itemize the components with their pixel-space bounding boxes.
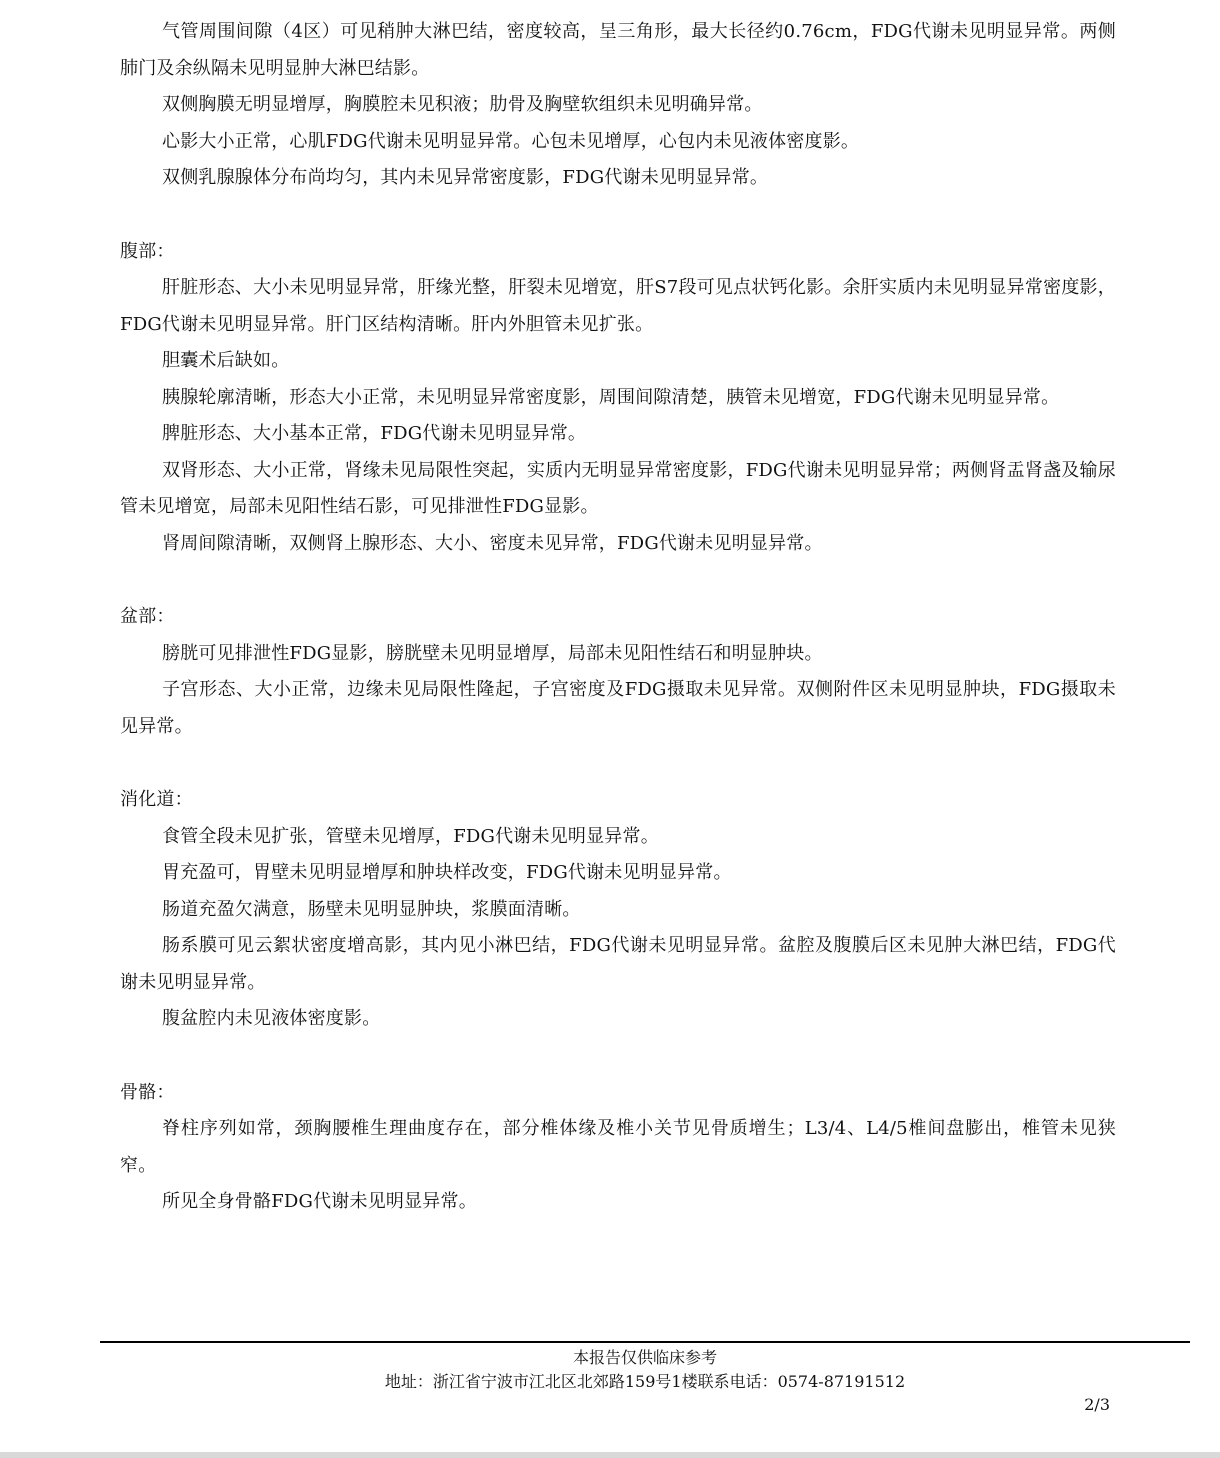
paragraph: 膀胱可见排泄性FDG显影，膀胱壁未见明显增厚，局部未见阳性结石和明显肿块。 [162,642,823,664]
paragraph: 脊柱序列如常，颈胸腰椎生理曲度存在，部分椎体缘及椎小关节见骨质增生；L3/4、L4/5椎间盘膨出，椎管未见狭窄。 [120,1118,1116,1176]
section-skeleton [120,1075,1116,1221]
paragraph: 食管全段未见扩张，管壁未见增厚，FDG代谢未见明显异常。 [162,825,659,847]
paragraph: 腹盆腔内未见液体密度影。 [162,1008,381,1029]
paragraph: 所见全身骨骼FDG代谢未见明显异常。 [162,1191,477,1212]
section-heading: 骨骼： [120,1081,175,1103]
report-body [120,14,1116,1221]
paragraph: 肠道充盈欠满意，肠壁未见明显肿块，浆膜面清晰。 [162,898,581,920]
paragraph: 子宫形态、大小正常，边缘未见局限性隆起，子宫密度及FDG摄取未见异常。双侧附件区未见明显肿块，FDG摄取未见异常。 [120,679,1116,737]
paragraph: 气管周围间隙（4区）可见稍肿大淋巴结，密度较高，呈三角形，最大长径约0.76cm，FDG代谢未见明显异常。两侧肺门及余纵隔未见明显肿大淋巴结影。 [120,21,1116,79]
section-pelvis [120,599,1116,745]
section-abdomen [120,234,1116,563]
paragraph: 胰腺轮廓清晰，形态大小正常，未见明显异常密度影，周围间隙清楚，胰管未见增宽，FDG代谢未见明显异常。 [162,386,1060,408]
paragraph: 脾脏形态、大小基本正常，FDG代谢未见明显异常。 [162,423,587,444]
paragraph: 双肾形态、大小正常，肾缘未见局限性突起，实质内无明显异常密度影，FDG代谢未见明显异常；两侧肾盂肾盏及输尿管未见增宽，局部未见阳性结石影，可见排泄性FDG显影。 [120,459,1116,517]
footer-divider [100,1341,1190,1343]
paragraph: 肾周间隙清晰，双侧肾上腺形态、大小、密度未见异常，FDG代谢未见明显异常。 [162,532,823,554]
page-bottom-edge [0,1452,1220,1458]
paragraph: 肝脏形态、大小未见明显异常，肝缘光整，肝裂未见增宽，肝S7段可见点状钙化影。余肝实质内未见明显异常密度影，FDG代谢未见明显异常。肝门区结构清晰。肝内外胆管未见扩张。 [120,277,1116,335]
paragraph: 双侧胸膜无明显增厚，胸膜腔未见积液；肋骨及胸壁软组织未见明确异常。 [162,94,763,115]
section-heading: 消化道： [120,789,193,810]
section-heading: 盆部： [120,606,175,627]
paragraph: 双侧乳腺腺体分布尚均匀，其内未见异常密度影，FDG代谢未见明显异常。 [162,167,769,188]
section-thorax [120,14,1116,197]
paragraph: 胆囊术后缺如。 [162,350,290,371]
paragraph: 肠系膜可见云絮状密度增高影，其内见小淋巴结，FDG代谢未见明显异常。盆腔及腹膜后区未见肿大淋巴结，FDG代谢未见明显异常。 [120,935,1116,993]
page-number: 2/3 [1084,1395,1110,1414]
section-heading: 腹部： [120,240,175,262]
footer-disclaimer: 本报告仅供临床参考 [572,1348,717,1367]
paragraph: 胃充盈可，胃壁未见明显增厚和肿块样改变，FDG代谢未见明显异常。 [162,862,732,883]
paragraph: 心影大小正常，心肌FDG代谢未见明显异常。心包未见增厚，心包内未见液体密度影。 [162,130,860,152]
footer-address: 地址：浙江省宁波市江北区北郊路159号1楼联系电话：0574-87191512 [384,1372,906,1391]
section-digestive [120,782,1116,1038]
